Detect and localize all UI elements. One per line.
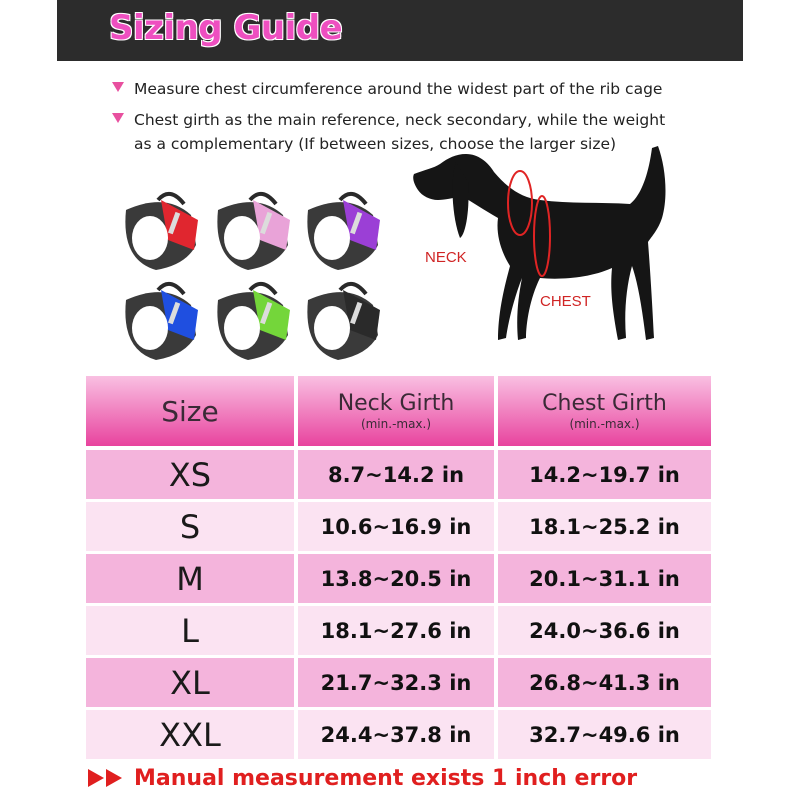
- neck-value: 8.7~14.2 in: [327, 462, 465, 487]
- harness-variant-icon: [307, 284, 380, 360]
- chest-label: CHEST: [540, 293, 591, 310]
- header-cell-neck: [298, 376, 494, 446]
- chest-cell: [498, 554, 711, 603]
- neck-value: 18.1~27.6 in: [320, 618, 472, 643]
- chest-cell: [498, 710, 711, 759]
- bullet-text: Measure chest circumference around the widest part of the rib cage: [134, 80, 663, 98]
- header-bar: [57, 0, 743, 61]
- header-neck-label: Neck Girth: [337, 391, 455, 416]
- table-row: [86, 710, 711, 759]
- size-cell: [86, 606, 294, 655]
- harness-variant-icon: [217, 194, 290, 270]
- header-chest-label: Chest Girth: [542, 391, 667, 416]
- chest-value: 14.2~19.7 in: [529, 462, 680, 487]
- table-row: [86, 502, 711, 551]
- bullet-chest-measure: [112, 77, 682, 101]
- neck-value: 13.8~20.5 in: [320, 566, 472, 591]
- measurement-error-note: Manual measurement exists 1 inch error: [134, 765, 638, 791]
- page-title: Sizing Guide: [109, 8, 343, 48]
- chest-value: 18.1~25.2 in: [529, 514, 680, 539]
- harness-variant-icon: [125, 194, 198, 270]
- triangle-bullet-icon: [112, 82, 124, 92]
- header-cell-chest: [498, 376, 711, 446]
- chest-cell: [498, 450, 711, 499]
- neck-cell: [298, 502, 494, 551]
- header-cell-size: [86, 376, 294, 446]
- harness-variant-icon: [125, 284, 198, 360]
- size-cell: [86, 554, 294, 603]
- table-row: [86, 606, 711, 655]
- neck-cell: [298, 658, 494, 707]
- size-cell: [86, 502, 294, 551]
- table-row: [86, 658, 711, 707]
- size-label: M: [176, 559, 204, 598]
- header-neck-sublabel: (min.-max.): [360, 417, 432, 431]
- size-cell: [86, 710, 294, 759]
- neck-label: NECK: [425, 249, 467, 266]
- bullet-text: Chest girth as the main reference, neck secondary, while the weight: [134, 111, 666, 129]
- chest-cell: [498, 606, 711, 655]
- double-arrow-icon: [86, 767, 126, 789]
- size-label: XXL: [159, 715, 221, 754]
- table-header-row: [86, 376, 711, 446]
- chest-cell: [498, 502, 711, 551]
- bullet-text-continued: as a complementary (If between sizes, choose the larger size): [134, 135, 617, 153]
- dog-silhouette-icon: [413, 146, 665, 340]
- neck-value: 10.6~16.9 in: [320, 514, 472, 539]
- size-label: XS: [168, 455, 212, 494]
- neck-value: 24.4~37.8 in: [320, 722, 472, 747]
- chest-value: 24.0~36.6 in: [529, 618, 680, 643]
- harness-variant-icon: [307, 194, 380, 270]
- header-size-label: Size: [161, 394, 219, 428]
- harness-variant-icon: [217, 284, 290, 360]
- footer-note: [86, 763, 637, 793]
- size-cell: [86, 658, 294, 707]
- size-cell: [86, 450, 294, 499]
- chest-cell: [498, 658, 711, 707]
- size-label: XL: [170, 663, 210, 702]
- table-row: [86, 554, 711, 603]
- size-label: S: [179, 507, 201, 546]
- neck-value: 21.7~32.3 in: [320, 670, 472, 695]
- size-label: L: [181, 611, 199, 650]
- triangle-bullet-icon: [112, 113, 124, 123]
- neck-cell: [298, 606, 494, 655]
- harness-color-variants: [118, 188, 403, 366]
- header-chest-sublabel: (min.-max.): [569, 417, 640, 431]
- dog-measurement-diagram: [400, 138, 700, 368]
- table-row: [86, 450, 711, 499]
- chest-value: 32.7~49.6 in: [529, 722, 680, 747]
- neck-cell: [298, 450, 494, 499]
- neck-cell: [298, 710, 494, 759]
- neck-cell: [298, 554, 494, 603]
- chest-value: 20.1~31.1 in: [529, 566, 680, 591]
- chest-value: 26.8~41.3 in: [529, 670, 680, 695]
